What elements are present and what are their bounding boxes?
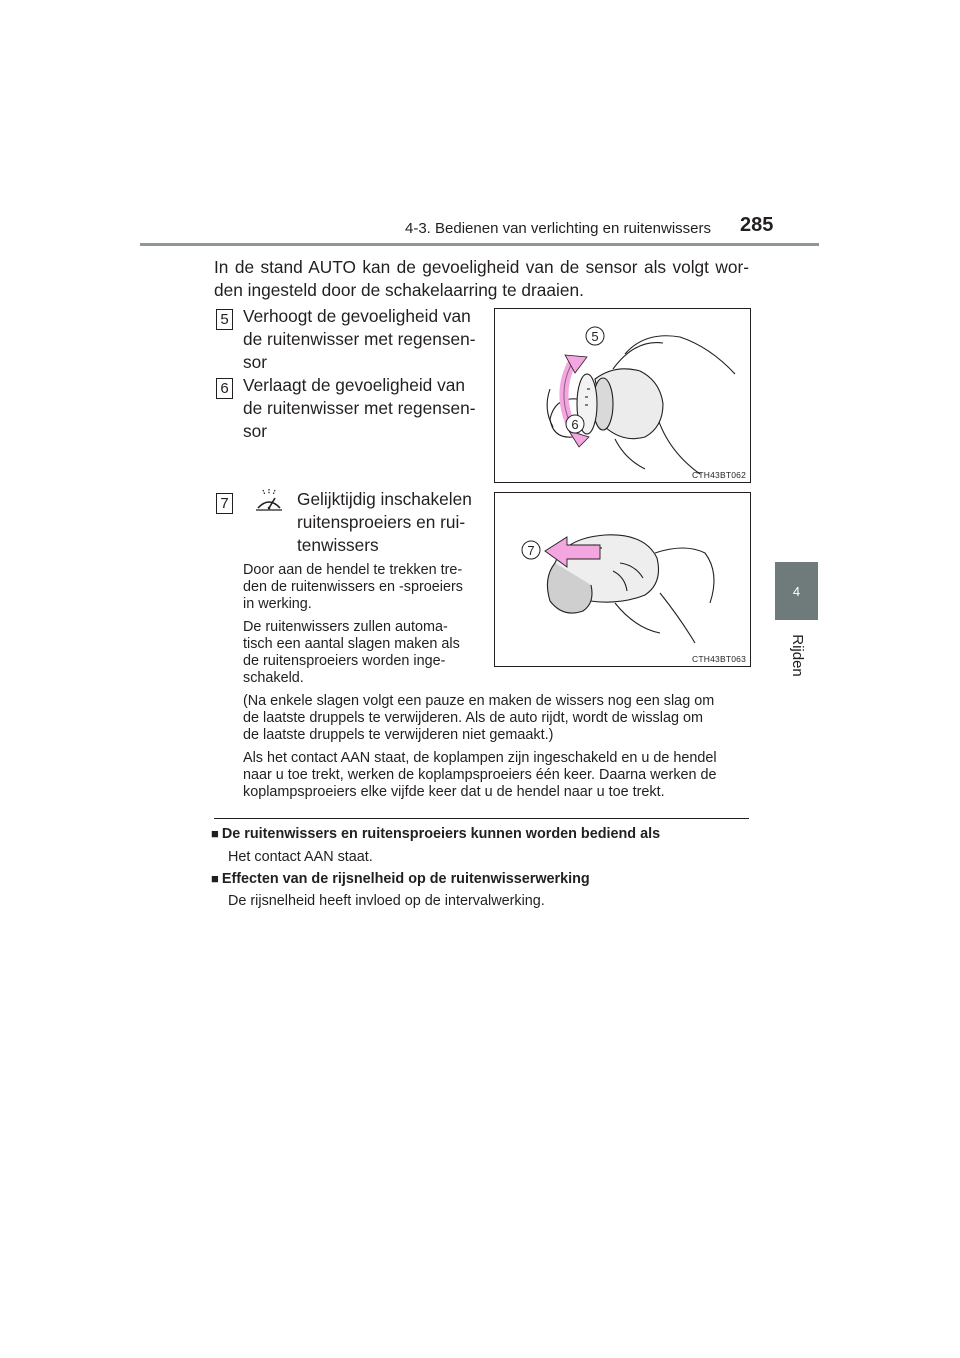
detail-para4-line-2: naar u toe trekt, werken de koplampsproeiers één keer. Daarna werken de	[243, 767, 717, 783]
item-6-line-2: de ruitenwisser met regensen-	[243, 398, 476, 418]
item-6-line-3: sor	[243, 421, 268, 441]
item-5-line-1: Verhoogt de gevoeligheid van	[243, 306, 471, 326]
note-2-heading	[211, 871, 590, 887]
figure1-code: CTH43BT062	[692, 470, 746, 480]
detail-para4-line-3: koplampsproeiers elke vijfde keer dat u de hendel naar u toe trekt.	[243, 784, 665, 800]
note-1-title: De ruitenwissers en ruitensproeiers kunnen worden bediend als	[221, 826, 661, 842]
note-1-marker: ■	[211, 826, 219, 841]
washer-wiper-icon	[254, 487, 284, 515]
item-5-line-2: de ruitenwisser met regensen-	[243, 329, 476, 349]
item-5-line-3: sor	[243, 352, 268, 372]
page-number: 285	[740, 214, 774, 236]
detail-para1-line-3: in werking.	[243, 596, 312, 612]
detail-para2-line-2: tisch een aantal slagen maken als	[243, 636, 460, 652]
item-7-line-3: tenwissers	[297, 535, 379, 555]
chapter-tab: 4	[775, 562, 818, 620]
section-divider	[214, 818, 749, 819]
detail-para3-line-1: (Na enkele slagen volgt een pauze en maken de wissers nog een slag om	[243, 693, 715, 709]
intro-line-2: den ingesteld door de schakelaarring te draaien.	[214, 280, 584, 300]
figure2-callout-7: 7	[527, 543, 535, 558]
note-1-heading	[211, 826, 660, 842]
detail-para2-line-3: de ruitensproeiers worden inge-	[243, 653, 446, 669]
detail-para1-line-1: Door aan de hendel te trekken tre-	[243, 562, 463, 578]
chapter-label-text: Rijden	[788, 633, 806, 677]
section-title: 4-3. Bedienen van verlichting en ruitenwissers	[405, 220, 711, 237]
figure-wiper-ring	[494, 308, 751, 483]
detail-para2-line-1: De ruitenwissers zullen automa-	[243, 619, 448, 635]
figure1-callout-5: 5	[591, 329, 599, 344]
figure-wiper-lever-pull	[494, 492, 751, 667]
detail-para1-line-2: den de ruitenwissers en -sproeiers	[243, 579, 463, 595]
note-2-body: De rijsnelheid heeft invloed op de intervalwerking.	[228, 893, 545, 909]
item-number-7: 7	[216, 493, 233, 514]
header-divider	[140, 243, 819, 246]
chapter-label	[777, 630, 817, 680]
figure1-callout-6: 6	[571, 417, 579, 432]
detail-para3-line-3: de laatste druppels te verwijderen niet gemaakt.)	[243, 727, 554, 743]
item-number-6: 6	[216, 378, 233, 399]
note-1-body: Het contact AAN staat.	[228, 849, 373, 865]
detail-para2-line-4: schakeld.	[243, 670, 304, 686]
intro-line-1: In de stand AUTO kan de gevoeligheid van de sensor als volgt wor-	[214, 257, 749, 277]
note-2-marker: ■	[211, 871, 219, 886]
item-number-5: 5	[216, 309, 233, 330]
detail-para3-line-2: de laatste druppels te verwijderen. Als de auto rijdt, wordt de wisslag om	[243, 710, 703, 726]
figure2-code: CTH43BT063	[692, 654, 746, 664]
item-7-line-2: ruitensproeiers en rui-	[297, 512, 466, 532]
detail-para4-line-1: Als het contact AAN staat, de koplampen zijn ingeschakeld en u de hendel	[243, 750, 717, 766]
note-2-title: Effecten van de rijsnelheid op de ruitenwisserwerking	[221, 871, 590, 887]
item-7-line-1: Gelijktijdig inschakelen	[297, 489, 472, 509]
item-6-line-1: Verlaagt de gevoeligheid van	[243, 375, 465, 395]
